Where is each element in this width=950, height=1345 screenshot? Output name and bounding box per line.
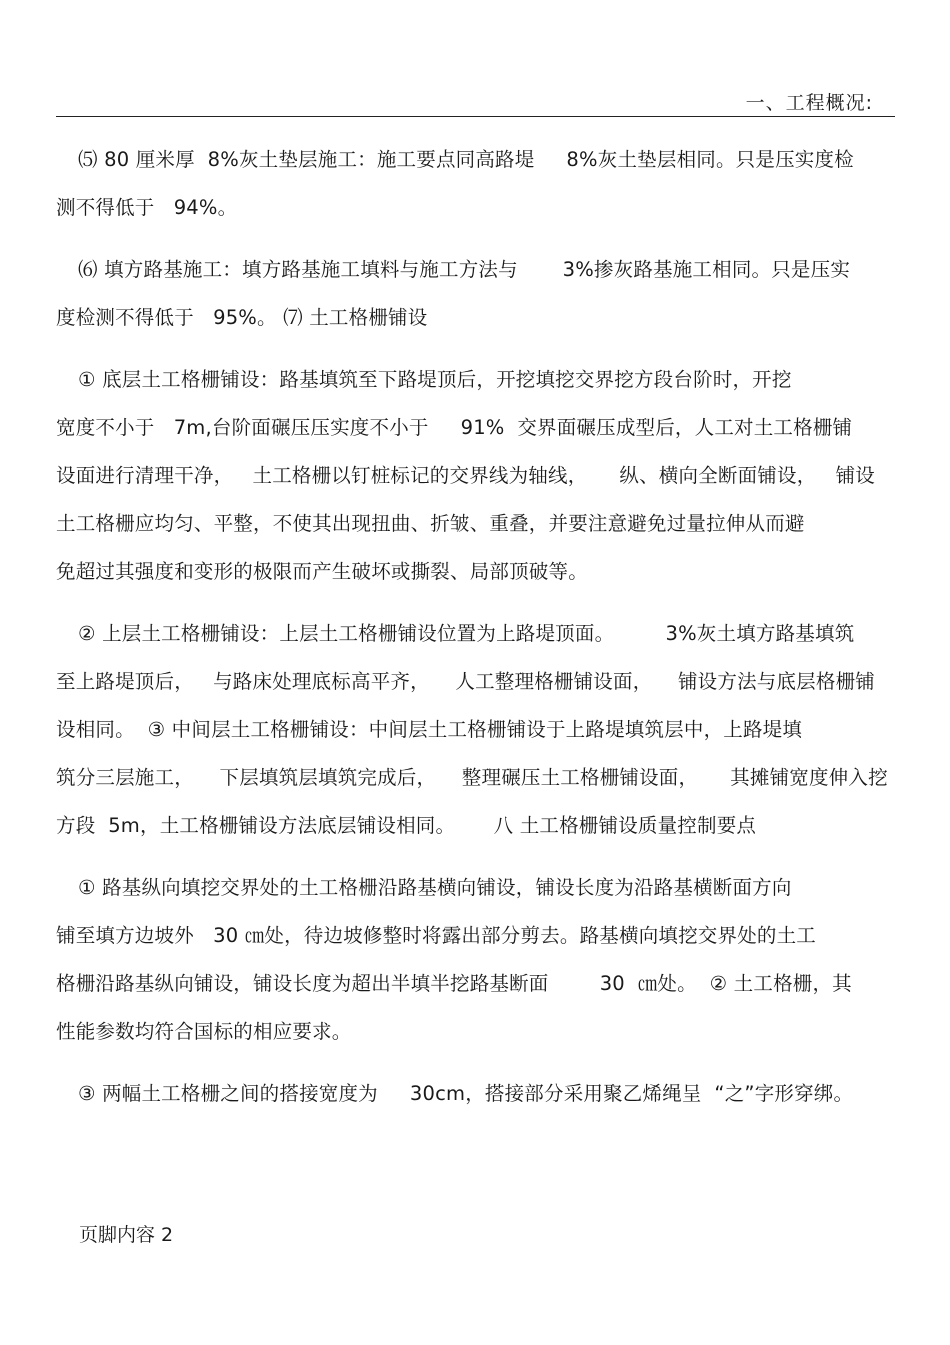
text-line: 宽度不小于 7m,台阶面碾压压实度不小于 91% 交界面碾压成型后，人工对土工格栅铺 [56, 416, 853, 439]
paragraph-quality-3 [56, 1070, 896, 1118]
text-line: ① 路基纵向填挖交界处的土工格栅沿路基横向铺设，铺设长度为沿路基横断面方向 [78, 876, 792, 899]
page-header [56, 86, 895, 117]
text-line: ③ 两幅土工格栅之间的搭接宽度为 30cm，搭接部分采用聚乙烯绳呈 “之”字形穿绑。 [78, 1082, 854, 1105]
text-line: 测不得低于 94%。 [56, 196, 238, 219]
text-line: ⑸ 80 厘米厚 8%灰土垫层施工：施工要点同高路堤 8%灰土垫层相同。只是压实度检 [78, 148, 854, 171]
text-line: 土工格栅应均匀、平整，不使其出现扭曲、折皱、重叠，并要注意避免过量拉伸从而避 [56, 512, 805, 535]
paragraph-6 [56, 246, 896, 342]
text-line: 度检测不得低于 95%。 ⑺ 土工格栅铺设 [56, 306, 428, 329]
text-line: 设面进行清理干净， 土工格栅以钉桩标记的交界线为轴线， 纵、横向全断面铺设， 铺设 [56, 464, 875, 487]
text-line: 免超过其强度和变形的极限而产生破坏或撕裂、局部顶破等。 [56, 560, 588, 583]
paragraph-upper-layer [56, 610, 896, 850]
text-line: 性能参数均符合国标的相应要求。 [56, 1020, 352, 1043]
text-line: 设相同。 ③ 中间层土工格栅铺设：中间层土工格栅铺设于上路堤填筑层中，上路堤填 [56, 718, 803, 741]
paragraph-bottom-layer [56, 356, 896, 596]
paragraph-5 [56, 136, 896, 232]
text-line: 铺至填方边坡外 30 ㎝处，待边坡修整时将露出部分剪去。路基横向填挖交界处的土工 [56, 924, 817, 947]
document-body [56, 136, 896, 1118]
text-line: 至上路堤顶后， 与路床处理底标高平齐， 人工整理格栅铺设面， 铺设方法与底层格栅铺 [56, 670, 875, 693]
text-line: ① 底层土工格栅铺设：路基填筑至下路堤顶后，开挖填挖交界挖方段台阶时，开挖 [78, 368, 792, 391]
page-footer: 页脚内容 2 [79, 1224, 174, 1246]
text-line: ⑹ 填方路基施工：填方路基施工填料与施工方法与 3%掺灰路基施工相同。只是压实 [78, 258, 851, 281]
text-line: 方段 5m，土工格栅铺设方法底层铺设相同。 八 土工格栅铺设质量控制要点 [56, 814, 757, 837]
text-line: 筑分三层施工， 下层填筑层填筑完成后， 整理碾压土工格栅铺设面， 其摊铺宽度伸入挖 [56, 766, 888, 789]
text-line: ② 上层土工格栅铺设：上层土工格栅铺设位置为上路堤顶面。 3%灰土填方路基填筑 [78, 622, 855, 645]
paragraph-quality-1 [56, 864, 896, 1056]
text-line: 格栅沿路基纵向铺设，铺设长度为超出半填半挖路基断面 30 ㎝处。 ② 土工格栅，其 [56, 972, 852, 995]
section-title: 一、工程概况: [745, 92, 873, 114]
